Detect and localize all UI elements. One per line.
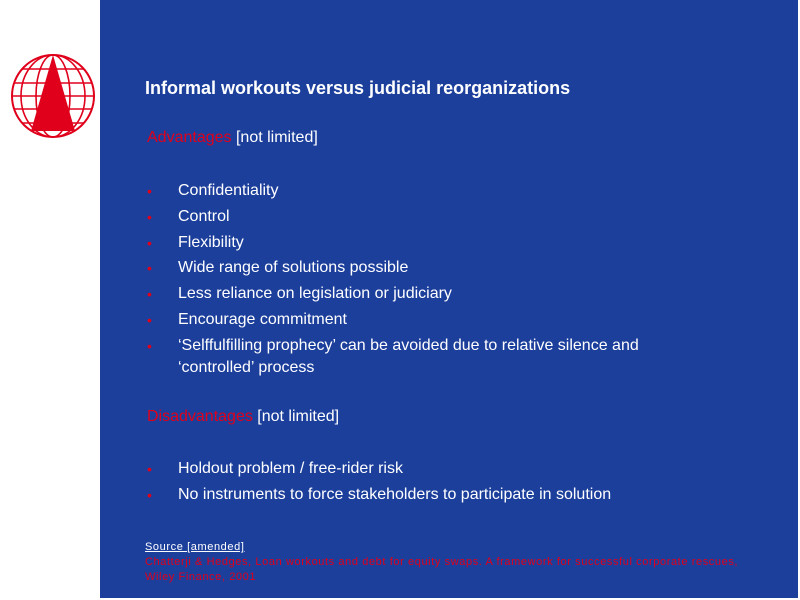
bullet-text: Flexibility [178,233,244,251]
bullet-icon: • [147,286,152,303]
advantages-heading [147,129,318,147]
bullet-item [147,206,707,228]
bullet-icon: • [147,260,152,277]
bullet-item [147,257,707,279]
bullet-icon: • [147,337,152,354]
source-citation: Chatterji & Hedges, Loan workouts and debt for equity swaps. A framework for successful corporate rescues, Wiley Finance, 2001 [145,556,739,583]
disadvantages-heading [147,408,339,426]
bullet-icon: • [147,208,152,225]
bullet-text: Holdout problem / free-rider risk [178,460,403,477]
bullet-item [147,484,707,506]
bullet-text: Wide range of solutions possible [178,259,409,277]
bullet-text: Encourage commitment [178,310,347,328]
bullet-text: Less reliance on legislation or judiciary [178,285,452,303]
source-label[interactable]: Source [amended] [145,541,245,553]
bullet-item [147,335,707,379]
bullet-icon: • [147,234,152,251]
disadvantages-qualifier: [not limited] [257,408,340,425]
bullet-item [147,458,707,480]
bullet-item [147,283,707,305]
globe-triangle-logo-icon [9,52,97,140]
bullet-icon: • [147,461,152,477]
slide-title: Informal workouts versus judicial reorganizations [145,78,571,98]
bullet-text: No instruments to force stakeholders to participate in solution [178,485,612,503]
advantages-label: Advantages [147,129,232,146]
bullet-icon: • [147,486,152,503]
disadvantages-label: Disadvantages [147,408,253,425]
advantages-list [147,180,707,383]
bullet-icon: • [147,183,152,199]
bullet-text: Confidentiality [178,182,279,199]
bullet-item [147,232,707,254]
source-note [145,540,765,585]
bullet-text: Control [178,207,230,225]
disadvantages-list [147,458,707,510]
advantages-qualifier: [not limited] [235,129,318,146]
bullet-item [147,180,707,202]
bullet-text: ‘Selffulfilling prophecy’ can be avoided due to relative silence and ‘controlled’ process [178,336,639,376]
left-margin [0,0,100,600]
slide-panel [100,0,798,598]
bullet-item [147,309,707,331]
bullet-icon: • [147,311,152,328]
